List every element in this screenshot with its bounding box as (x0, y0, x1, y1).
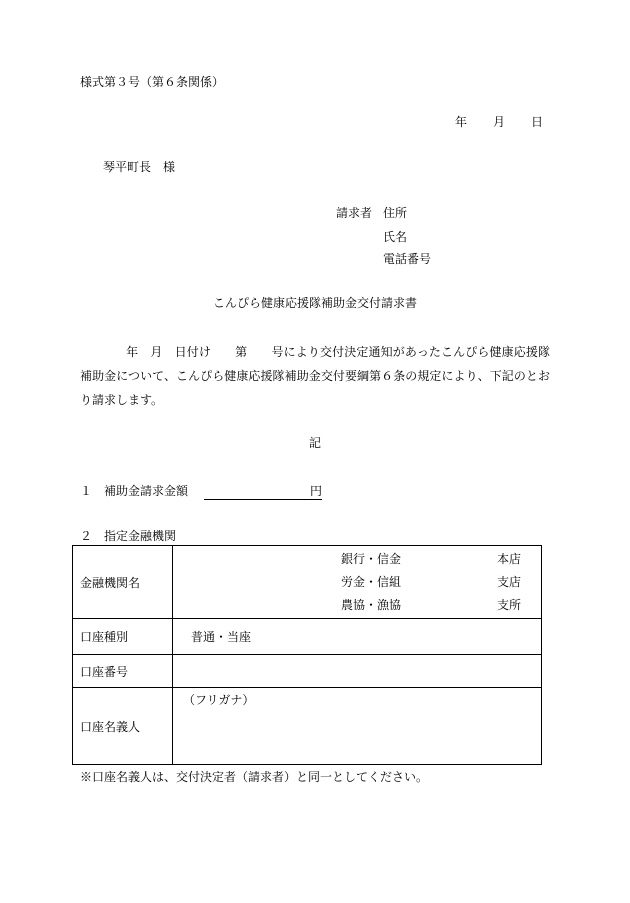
institution-branch: 本店 (496, 552, 521, 566)
institution-branch: 支所 (496, 598, 521, 612)
holder-field[interactable] (173, 688, 542, 765)
institution-branch: 支店 (496, 575, 521, 589)
account-number-field[interactable] (173, 655, 542, 688)
institution-type: 労金・信組 (341, 575, 402, 589)
request-paragraph-text: 年 月 日付け 第 号により交付決定通知があったこんぴら健康応援隊補助金について、こんぴら健康応援隊補助金交付要綱第６条の規定により、下記のとおり請求します。 (80, 345, 550, 407)
addressee: 琴平町長 様 (103, 160, 176, 174)
ki-heading: 記 (308, 436, 321, 450)
institution-type: 銀行・信金 (341, 552, 402, 566)
holder-note: ※口座名義人は、交付決定者（請求者）と同一としてください。 (80, 770, 429, 784)
form-number: 様式第３号（第６条関係） (80, 75, 225, 89)
account-type-label: 口座種別 (73, 619, 173, 655)
requester-name-label: 氏名 (383, 230, 408, 244)
furigana-label: （フリガナ） (183, 693, 255, 707)
account-type-value[interactable]: 普通・当座 (173, 619, 542, 655)
requester-tel-label: 電話番号 (383, 252, 432, 266)
request-paragraph (80, 340, 550, 412)
institution-type: 農協・漁協 (341, 598, 402, 612)
institution-row (173, 597, 541, 613)
amount-field[interactable] (204, 483, 322, 500)
institution-label: 金融機関名 (73, 546, 173, 619)
date-line (455, 114, 543, 130)
date-year: 年 (455, 115, 468, 129)
date-day: 日 (531, 115, 544, 129)
institution-row (173, 574, 541, 590)
holder-label: 口座名義人 (73, 688, 173, 765)
bank-table (72, 545, 542, 765)
requester-label: 請求者 (336, 206, 373, 220)
item-request-amount-label: １ 補助金請求金額 (80, 484, 189, 498)
institution-cell[interactable] (173, 546, 542, 619)
institution-row (173, 551, 541, 567)
requester-address-label: 住所 (383, 206, 408, 220)
account-number-label: 口座番号 (73, 655, 173, 688)
amount-unit: 円 (310, 484, 323, 498)
item-bank-label: ２ 指定金融機関 (80, 529, 177, 543)
date-month: 月 (493, 115, 506, 129)
item-request-amount (80, 483, 322, 500)
document-title: こんぴら健康応援隊補助金交付請求書 (212, 296, 417, 310)
